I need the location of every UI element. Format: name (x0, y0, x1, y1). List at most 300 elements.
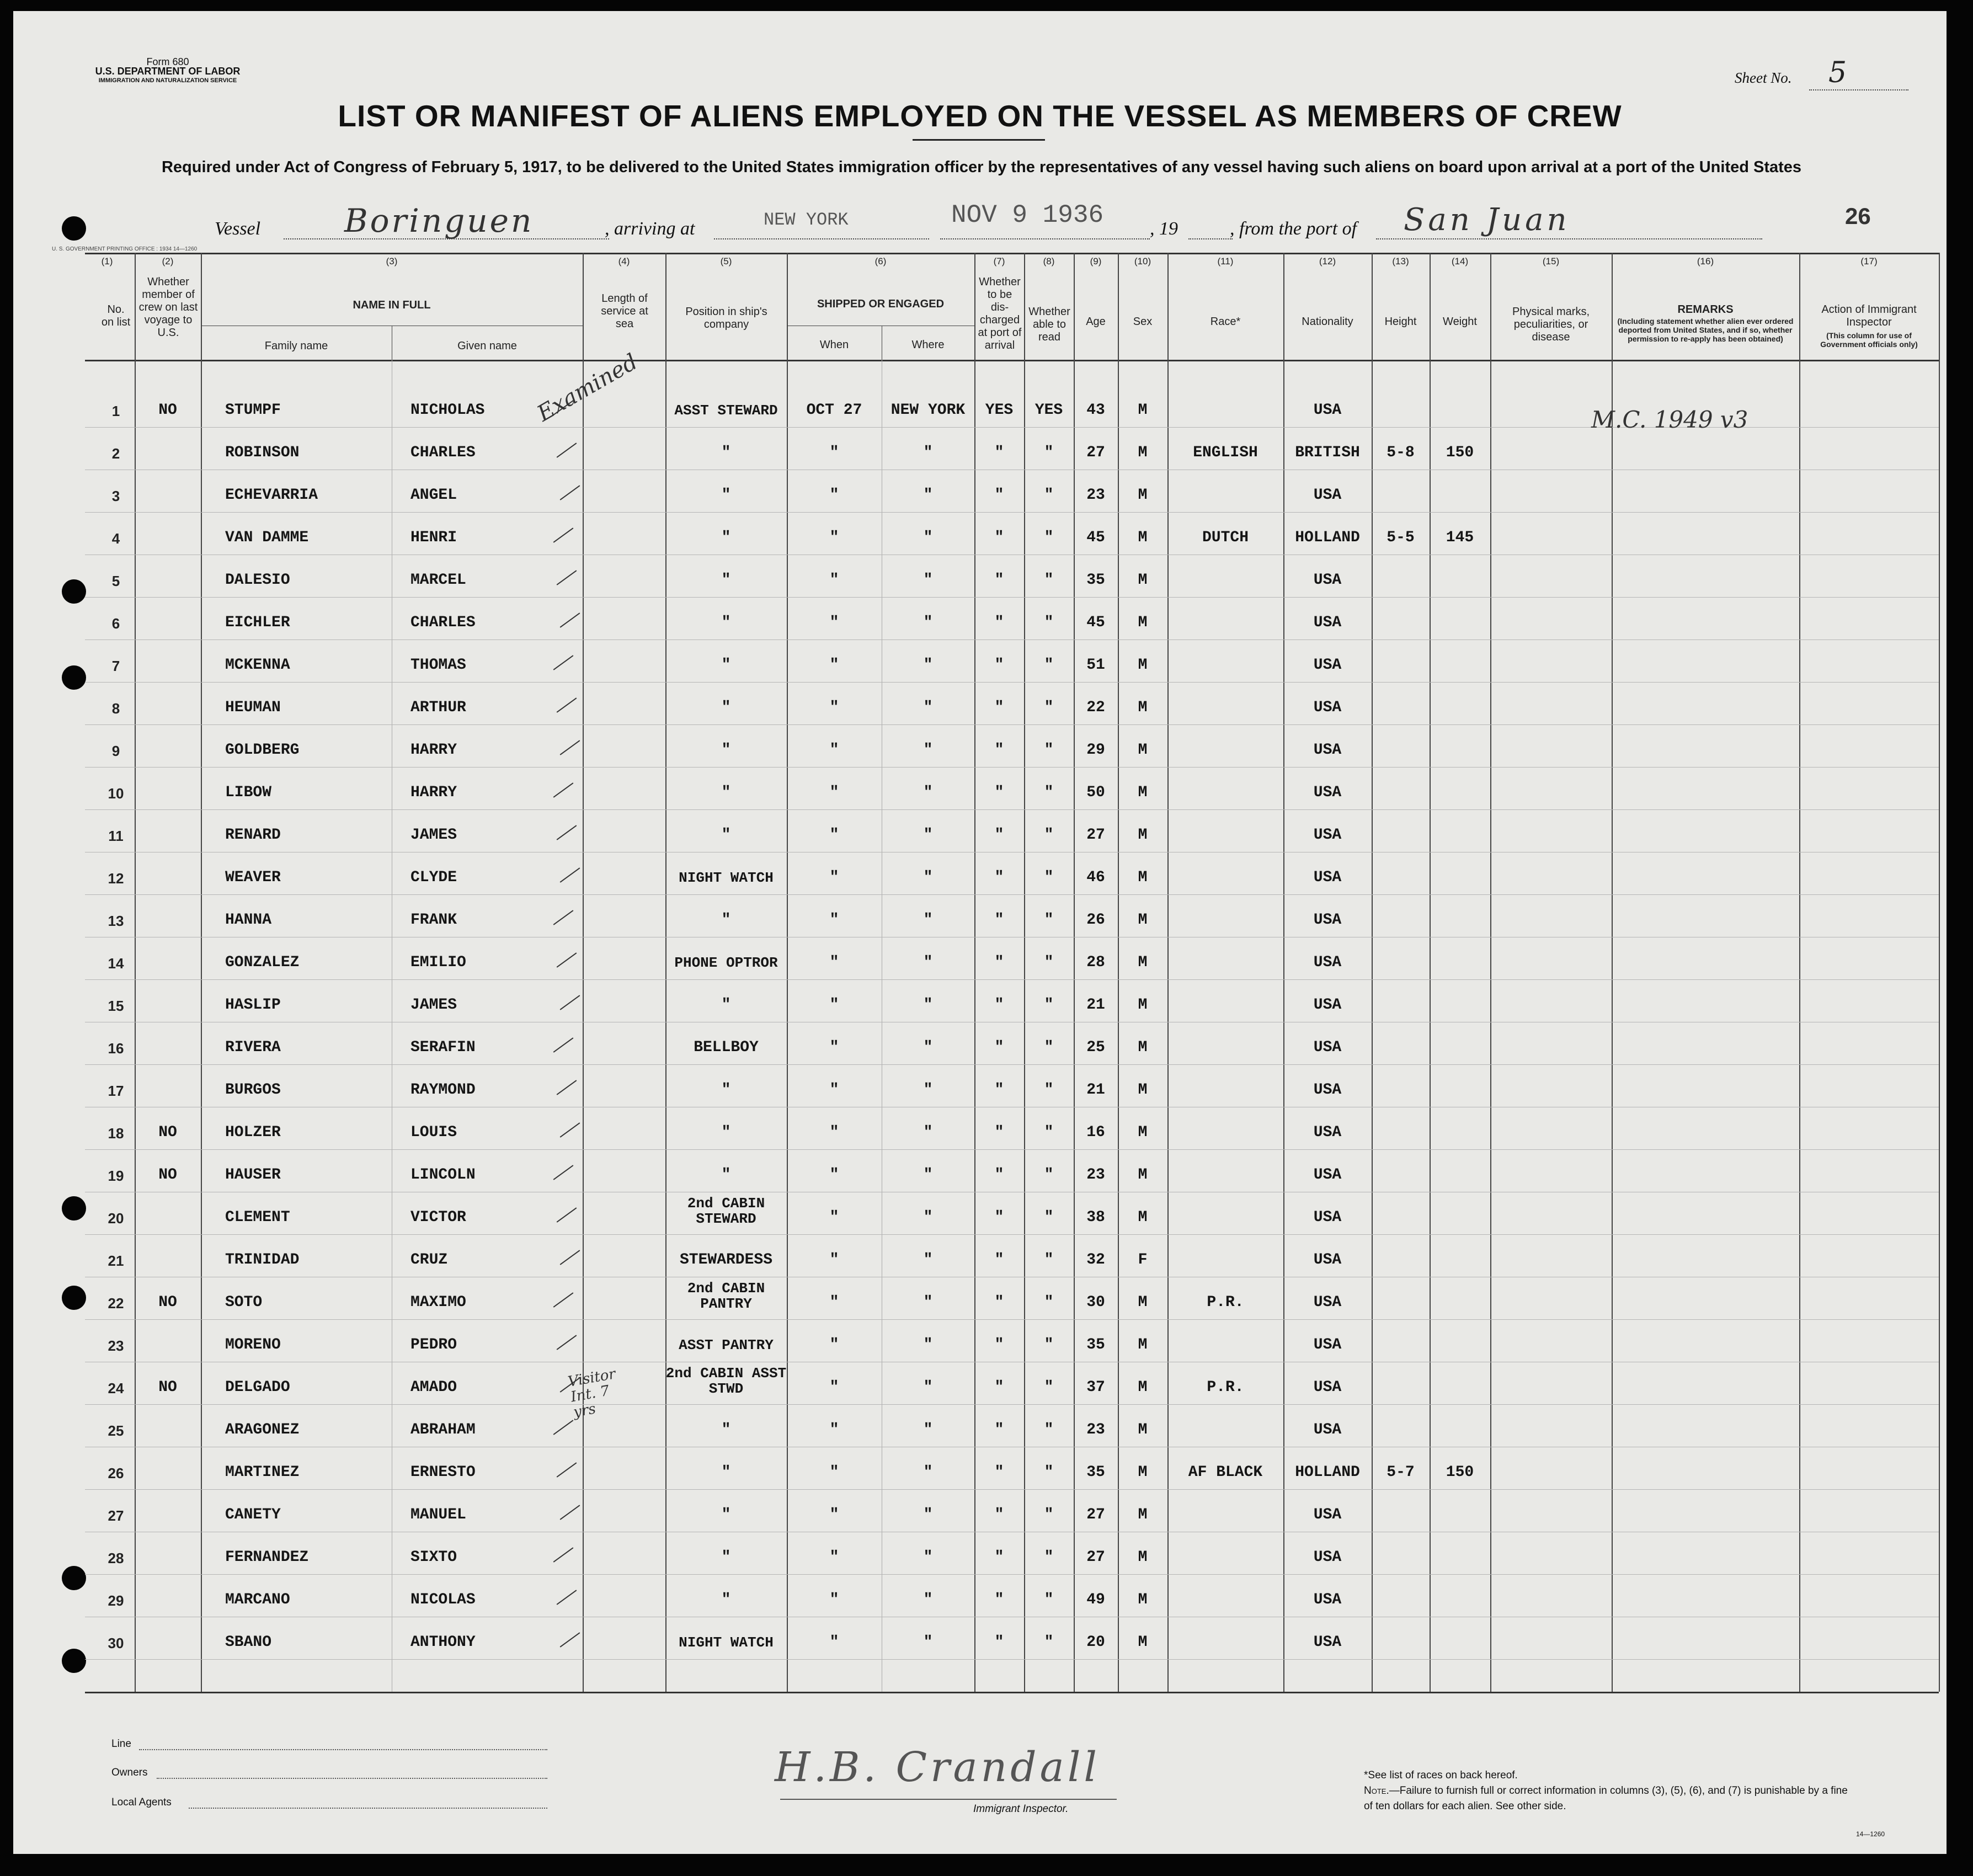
row-number-cell: 2 (111, 445, 120, 462)
shipped-where-cell: " (923, 657, 933, 674)
position-cell: " (721, 572, 731, 589)
from-port-line (1376, 238, 1762, 239)
able-to-read-cell: " (1044, 742, 1054, 759)
shipped-where-cell: NEW YORK (890, 402, 966, 419)
row-number-cell: 16 (108, 1040, 124, 1057)
discharged-cell: " (994, 996, 1004, 1014)
nationality-cell: USA (1313, 1336, 1342, 1353)
col-num-16: (16) (1697, 256, 1714, 267)
given-name-cell: CHARLES (410, 444, 476, 461)
row-rule (85, 724, 1939, 725)
position-cell: " (721, 657, 731, 674)
position-cell: " (721, 996, 731, 1014)
age-cell: 45 (1086, 529, 1105, 546)
age-cell: 23 (1086, 1421, 1105, 1438)
family-name-cell: RIVERA (225, 1039, 281, 1056)
discharged-cell: " (994, 1464, 1004, 1481)
discharged-cell: " (994, 1251, 1004, 1269)
given-name-cell: AMADO (410, 1379, 457, 1396)
age-cell: 25 (1086, 1039, 1105, 1056)
header-where: Where (911, 339, 945, 351)
discharged-cell: " (994, 529, 1004, 546)
shipped-where-cell: " (923, 742, 933, 759)
shipped-where-cell: " (923, 614, 933, 631)
weight-cell: 150 (1446, 1464, 1474, 1481)
nationality-cell: USA (1313, 1124, 1342, 1141)
family-name-cell: GONZALEZ (225, 954, 300, 971)
header-when: When (819, 339, 849, 351)
row-number-cell: 10 (108, 785, 124, 802)
header-physical-marks: Physical marks, peculiarities, or disease (1512, 306, 1590, 343)
able-to-read-cell: " (1044, 1081, 1054, 1099)
position-cell: 2nd CABIN STEWARD (687, 1195, 765, 1227)
age-cell: 45 (1086, 614, 1105, 631)
position-cell: " (721, 1591, 731, 1608)
discharged-cell: " (994, 487, 1004, 504)
header-action-detail: (This column for use of Government officials only) (1820, 331, 1918, 349)
shipped-when-cell: " (829, 1209, 839, 1226)
position-cell: " (721, 1464, 731, 1481)
family-name-cell: SBANO (225, 1634, 272, 1651)
form-code: 14—1260 (1856, 1830, 1885, 1838)
discharged-cell: " (994, 912, 1004, 929)
position-cell: 2nd CABIN ASST STWD (665, 1365, 787, 1397)
given-name-cell: JAMES (410, 996, 457, 1014)
race-cell: AF BLACK (1188, 1464, 1263, 1481)
col-num-4: (4) (618, 256, 630, 267)
family-name-cell: DALESIO (225, 572, 290, 589)
able-to-read-cell: " (1044, 1209, 1054, 1226)
position-cell: " (721, 784, 731, 801)
row-number-cell: 26 (108, 1465, 124, 1481)
shipped-when-cell: " (829, 1379, 839, 1396)
nationality-cell: USA (1313, 614, 1342, 631)
nationality-cell: USA (1313, 402, 1342, 419)
age-cell: 28 (1086, 954, 1105, 971)
sex-cell: F (1138, 1251, 1148, 1269)
able-to-read-cell: " (1044, 1039, 1054, 1056)
sex-cell: M (1138, 572, 1148, 589)
family-name-cell: HASLIP (225, 996, 281, 1014)
family-name-cell: MARCANO (225, 1591, 290, 1608)
age-cell: 21 (1086, 1081, 1105, 1099)
sex-cell: M (1138, 657, 1148, 674)
header-sex: Sex (1133, 316, 1153, 328)
local-agents-label: Local Agents (111, 1797, 172, 1808)
header-length-of-service: Length of service at sea (601, 292, 648, 330)
col-num-15: (15) (1542, 256, 1560, 267)
shipped-where-cell: " (923, 487, 933, 504)
col-num-9: (9) (1090, 256, 1102, 267)
position-cell: 2nd CABIN PANTRY (687, 1280, 765, 1312)
nationality-cell: USA (1313, 1039, 1342, 1056)
given-name-cell: MARCEL (410, 572, 466, 589)
nationality-cell: USA (1313, 912, 1342, 929)
shipped-where-cell: " (923, 1421, 933, 1438)
row-rule (85, 1489, 1939, 1490)
punch-hole-icon (62, 1286, 86, 1310)
able-to-read-cell: " (1044, 1421, 1054, 1438)
discharged-cell: " (994, 444, 1004, 461)
sex-cell: M (1138, 614, 1148, 631)
position-cell: " (721, 699, 731, 716)
given-name-cell: MAXIMO (410, 1294, 466, 1311)
row-rule (85, 1659, 1939, 1660)
able-to-read-cell: " (1044, 487, 1054, 504)
age-cell: 49 (1086, 1591, 1105, 1608)
shipped-when-cell: " (829, 827, 839, 844)
family-name-cell: DELGADO (225, 1379, 290, 1396)
col-divider (201, 253, 202, 1692)
row-number-cell: 11 (108, 828, 124, 844)
shipped-where-cell: " (923, 1166, 933, 1184)
given-name-cell: JAMES (410, 827, 457, 844)
shipped-when-cell: " (829, 1251, 839, 1269)
family-name-cell: HAUSER (225, 1166, 281, 1184)
position-cell: " (721, 487, 731, 504)
sex-cell: M (1138, 912, 1148, 929)
age-cell: 27 (1086, 444, 1105, 461)
note-text: —Failure to furnish full or correct information in columns (3), (5), (6), and (7) is punishable by a fine of ten dollars for each alien. See other side. (1364, 1785, 1848, 1812)
sex-cell: M (1138, 1294, 1148, 1311)
position-cell: BELLBOY (694, 1039, 759, 1056)
shipped-when-cell: " (829, 1166, 839, 1184)
given-name-cell: MANUEL (410, 1506, 466, 1523)
sex-cell: M (1138, 444, 1148, 461)
col-divider (1490, 253, 1491, 1692)
shipped-where-cell: " (923, 1336, 933, 1353)
able-to-read-cell: " (1044, 699, 1054, 716)
member-cell: NO (158, 1379, 177, 1396)
shipped-when-cell: " (829, 444, 839, 461)
discharged-cell: YES (985, 402, 1014, 419)
col-num-12: (12) (1319, 256, 1336, 267)
given-name-cell: RAYMOND (410, 1081, 476, 1099)
sex-cell: M (1138, 827, 1148, 844)
family-name-cell: VAN DAMME (225, 529, 309, 546)
height-cell: 5-5 (1387, 529, 1415, 546)
header-bottom-rule (85, 360, 1939, 361)
shipped-when-cell: " (829, 1506, 839, 1523)
row-number-cell: 5 (111, 573, 120, 589)
shipped-when-cell: " (829, 699, 839, 716)
col-divider (1612, 253, 1613, 1692)
shipped-where-cell: " (923, 1549, 933, 1566)
position-cell: PHONE OPTROR (674, 955, 778, 971)
family-name-cell: STUMPF (225, 402, 281, 419)
row-number-cell: 17 (108, 1083, 124, 1099)
given-name-cell: CLYDE (410, 869, 457, 886)
shipped-where-cell: " (923, 1251, 933, 1269)
age-cell: 51 (1086, 657, 1105, 674)
sex-cell: M (1138, 869, 1148, 886)
signature-line (780, 1799, 1117, 1800)
sex-cell: M (1138, 1464, 1148, 1481)
able-to-read-cell: " (1044, 657, 1054, 674)
nationality-cell: USA (1313, 1634, 1342, 1651)
header-no-on-list: No. on list (101, 303, 131, 328)
shipped-when-cell: " (829, 1336, 839, 1353)
arriving-line (714, 238, 929, 239)
position-cell: " (721, 827, 731, 844)
able-to-read-cell: " (1044, 996, 1054, 1014)
age-cell: 35 (1086, 1336, 1105, 1353)
nationality-cell: USA (1313, 1081, 1342, 1099)
col-num-17: (17) (1860, 256, 1878, 267)
position-cell: " (721, 529, 731, 546)
family-name-cell: SOTO (225, 1294, 263, 1311)
sex-cell: M (1138, 1506, 1148, 1523)
vessel-name: Boringuen (344, 202, 534, 239)
col-divider (583, 253, 584, 1692)
shipped-when-cell: " (829, 1464, 839, 1481)
shipped-where-cell: " (923, 912, 933, 929)
header-whether-member: Whether member of crew on last voyage to U.S. (138, 276, 198, 339)
given-name-cell: PEDRO (410, 1336, 457, 1353)
row-rule (85, 512, 1939, 513)
shipped-when-cell: " (829, 572, 839, 589)
sex-cell: M (1138, 1039, 1148, 1056)
row-rule (85, 809, 1939, 810)
header-able-to-read: Whether able to read (1028, 306, 1070, 343)
year-label: , 19 (1150, 218, 1178, 239)
discharged-cell: " (994, 742, 1004, 759)
col-divider (1799, 253, 1800, 1692)
row-number-cell: 23 (108, 1337, 124, 1354)
sheet-number-line (1809, 89, 1908, 90)
position-cell: STEWARDESS (679, 1251, 773, 1269)
age-cell: 32 (1086, 1251, 1105, 1269)
position-cell: " (721, 444, 731, 461)
date-stamp: NOV 9 1936 (951, 201, 1104, 230)
vessel-label: Vessel (215, 218, 261, 239)
able-to-read-cell: " (1044, 784, 1054, 801)
family-name-cell: TRINIDAD (225, 1251, 300, 1269)
sex-cell: M (1138, 1336, 1148, 1353)
row-number-cell: 15 (108, 998, 124, 1014)
family-name-cell: MARTINEZ (225, 1464, 300, 1481)
discharged-cell: " (994, 1591, 1004, 1608)
sex-cell: M (1138, 1591, 1148, 1608)
manifest-sheet (13, 11, 1947, 1854)
given-name-cell: SIXTO (410, 1549, 457, 1566)
shipped-where-cell: " (923, 1464, 933, 1481)
sex-cell: M (1138, 742, 1148, 759)
given-name-cell: NICHOLAS (410, 402, 485, 419)
given-name-cell: ERNESTO (410, 1464, 476, 1481)
col-num-13: (13) (1392, 256, 1409, 267)
punch-hole-icon (62, 1566, 86, 1590)
nationality-cell: USA (1313, 827, 1342, 844)
given-name-cell: HARRY (410, 784, 457, 801)
inspector-signature: H.B. Crandall (775, 1744, 1101, 1791)
year-line (1188, 238, 1233, 239)
header-remarks: REMARKS (1677, 303, 1734, 316)
row-rule (85, 1404, 1939, 1405)
shipped-when-cell: " (829, 1549, 839, 1566)
shipped-when-cell: " (829, 1294, 839, 1311)
nationality-cell: USA (1313, 1591, 1342, 1608)
punch-hole-icon (62, 1649, 86, 1673)
row-number-cell: 30 (108, 1635, 124, 1651)
age-cell: 27 (1086, 1549, 1105, 1566)
member-cell: NO (158, 1124, 177, 1141)
able-to-read-cell: " (1044, 614, 1054, 631)
able-to-read-cell: " (1044, 912, 1054, 929)
row24-annotation: Visitor Int. 7 yrs (567, 1366, 617, 1421)
given-name-cell: NICOLAS (410, 1591, 476, 1608)
nationality-cell: USA (1313, 1209, 1342, 1226)
sex-cell: M (1138, 996, 1148, 1014)
position-cell: " (721, 614, 731, 631)
discharged-cell: " (994, 1209, 1004, 1226)
local-agents-field (189, 1808, 547, 1809)
position-cell: ASST PANTRY (679, 1337, 774, 1353)
shipped-when-cell: " (829, 912, 839, 929)
age-cell: 29 (1086, 742, 1105, 759)
nationality-cell: USA (1313, 657, 1342, 674)
able-to-read-cell: " (1044, 827, 1054, 844)
punch-hole-icon (62, 1196, 86, 1221)
nationality-cell: USA (1313, 954, 1342, 971)
race-cell: P.R. (1207, 1379, 1244, 1396)
shipped-where-cell: " (923, 1209, 933, 1226)
member-cell: NO (158, 1294, 177, 1311)
family-name-cell: LIBOW (225, 784, 272, 801)
given-name-cell: HENRI (410, 529, 457, 546)
col-num-7: (7) (993, 256, 1005, 267)
able-to-read-cell: " (1044, 869, 1054, 886)
sex-cell: M (1138, 784, 1148, 801)
line-field (139, 1749, 547, 1750)
able-to-read-cell: " (1044, 1166, 1054, 1184)
shipped-where-cell: " (923, 827, 933, 844)
shipped-when-cell: OCT 27 (806, 402, 862, 419)
punch-hole-icon (62, 216, 86, 241)
col-num-10: (10) (1134, 256, 1151, 267)
sex-cell: M (1138, 1634, 1148, 1651)
discharged-cell: " (994, 1634, 1004, 1651)
age-cell: 23 (1086, 487, 1105, 504)
header-age: Age (1086, 316, 1106, 328)
row-rule (85, 767, 1939, 768)
sex-cell: M (1138, 1081, 1148, 1099)
nationality-cell: USA (1313, 1251, 1342, 1269)
gpo-imprint: U. S. GOVERNMENT PRINTING OFFICE : 1934 14—1260 (52, 246, 198, 252)
row-rule (85, 639, 1939, 640)
position-cell: ASST STEWARD (674, 402, 778, 419)
age-cell: 27 (1086, 1506, 1105, 1523)
sex-cell: M (1138, 1379, 1148, 1396)
shipped-when-cell: " (829, 1039, 839, 1056)
header-action-of-inspector: Action of Immigrant Inspector (1821, 303, 1917, 328)
title-rule (913, 139, 1045, 141)
family-name-cell: HEUMAN (225, 699, 281, 716)
able-to-read-cell: YES (1035, 402, 1063, 419)
discharged-cell: " (994, 1506, 1004, 1523)
inspector-label: Immigrant Inspector. (973, 1803, 1069, 1815)
header-height: Height (1384, 316, 1417, 328)
able-to-read-cell: " (1044, 954, 1054, 971)
age-cell: 21 (1086, 996, 1105, 1014)
row-number-cell: 4 (111, 530, 120, 547)
shipped-where-cell: " (923, 996, 933, 1014)
arriving-port-stamp: NEW YORK (764, 210, 849, 230)
given-name-cell: ANGEL (410, 487, 457, 504)
page-number: 26 (1845, 203, 1871, 229)
given-name-cell: VICTOR (410, 1209, 466, 1226)
family-name-cell: CANETY (225, 1506, 281, 1523)
given-name-cell: SERAFIN (410, 1039, 476, 1056)
shipped-where-cell: " (923, 1081, 933, 1099)
row-number-cell: 20 (108, 1210, 124, 1227)
nationality-cell: USA (1313, 869, 1342, 886)
races-note: *See list of races on back hereof. (1364, 1770, 1518, 1781)
discharged-cell: " (994, 869, 1004, 886)
row-number-cell: 7 (111, 658, 120, 674)
header-given-name: Given name (457, 340, 517, 352)
able-to-read-cell: " (1044, 444, 1054, 461)
family-name-cell: BURGOS (225, 1081, 281, 1099)
discharged-cell: " (994, 784, 1004, 801)
position-cell: NIGHT WATCH (679, 870, 774, 886)
shipped-when-cell: " (829, 1591, 839, 1608)
col-num-8: (8) (1043, 256, 1055, 267)
age-cell: 35 (1086, 1464, 1105, 1481)
nationality-cell: BRITISH (1295, 444, 1360, 461)
owners-field (157, 1778, 547, 1779)
family-name-cell: ECHEVARRIA (225, 487, 318, 504)
age-cell: 37 (1086, 1379, 1105, 1396)
col-num-5: (5) (720, 256, 732, 267)
shipped-where-cell: " (923, 1634, 933, 1651)
row-rule (85, 597, 1939, 598)
discharged-cell: " (994, 1549, 1004, 1566)
shipped-where-cell: " (923, 1124, 933, 1141)
position-cell: " (721, 912, 731, 929)
family-name-cell: RENARD (225, 827, 281, 844)
row-number-cell: 21 (108, 1253, 124, 1269)
able-to-read-cell: " (1044, 1336, 1054, 1353)
row-number-cell: 14 (108, 955, 124, 972)
row-number-cell: 27 (108, 1507, 124, 1524)
row-number-cell: 13 (108, 913, 124, 929)
able-to-read-cell: " (1044, 1591, 1054, 1608)
fine-note (1364, 1783, 1849, 1814)
examined-annotation: Examined (532, 349, 642, 427)
race-cell: DUTCH (1202, 529, 1249, 546)
age-cell: 23 (1086, 1166, 1105, 1184)
row-number-cell: 6 (111, 615, 120, 632)
shipped-when-cell: " (829, 1124, 839, 1141)
header-shipped-or-engaged: SHIPPED OR ENGAGED (817, 298, 945, 310)
col-num-1: (1) (101, 256, 113, 267)
discharged-cell: " (994, 954, 1004, 971)
discharged-cell: " (994, 572, 1004, 589)
given-name-cell: FRANK (410, 912, 457, 929)
shipped-where-cell: " (923, 572, 933, 589)
discharged-cell: " (994, 1294, 1004, 1311)
row-number-cell: 24 (108, 1380, 124, 1397)
position-cell: " (721, 1081, 731, 1099)
sex-cell: M (1138, 1549, 1148, 1566)
position-cell: " (721, 742, 731, 759)
sex-cell: M (1138, 1124, 1148, 1141)
position-cell: " (721, 1166, 731, 1184)
row-number-cell: 8 (111, 700, 120, 717)
nationality-cell: USA (1313, 1549, 1342, 1566)
family-name-cell: HANNA (225, 912, 272, 929)
